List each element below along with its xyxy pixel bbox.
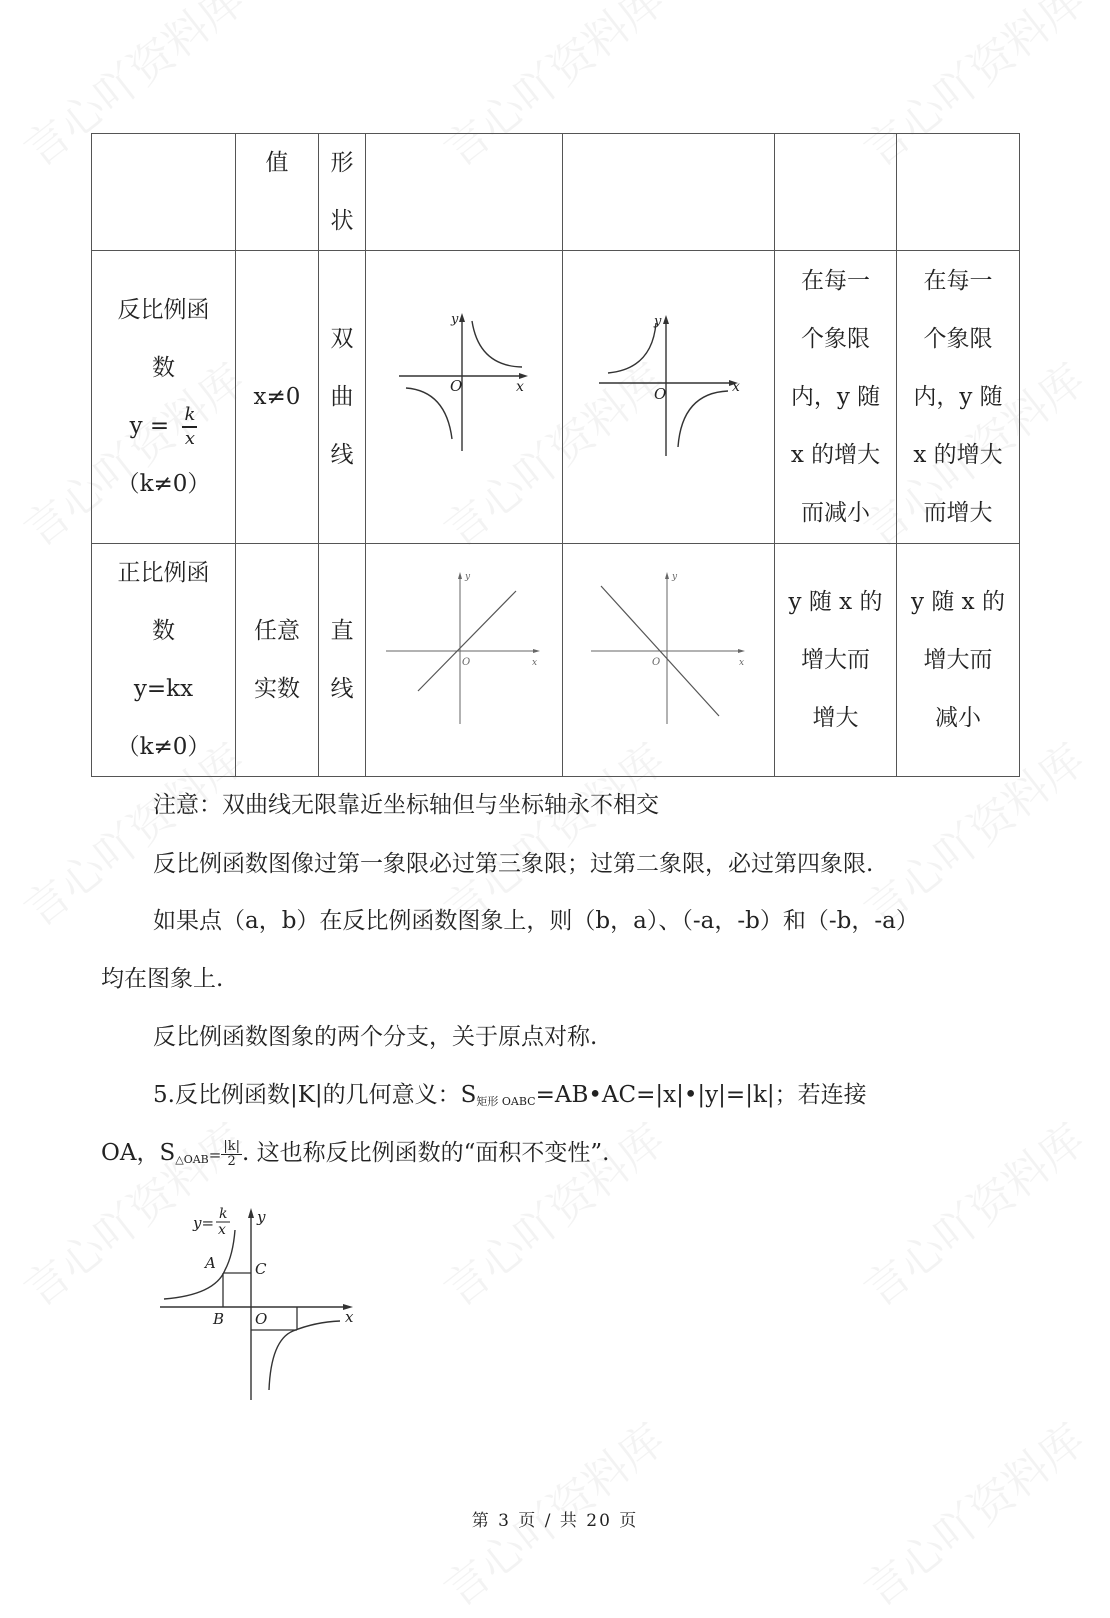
function-name: 数	[152, 355, 175, 381]
y-axis-label: y	[653, 314, 661, 329]
function-label-numerator: k	[219, 1206, 228, 1222]
points-paragraph-line1: 如果点（a，b）在反比例函数图象上，则（b，a）、（-a，-b）和（-b，-a）	[153, 908, 919, 934]
property-line: 增大	[812, 705, 859, 731]
property-line: 内，y 随	[790, 384, 881, 410]
subscript: △OAB	[175, 1153, 209, 1166]
header-cell-graph2	[563, 134, 775, 251]
origin-label: O	[651, 657, 660, 668]
x-axis-label: x	[516, 379, 524, 395]
shape-cell	[319, 544, 366, 777]
hyperbola-graph-k-negative	[594, 311, 744, 461]
domain-cell	[236, 544, 319, 777]
line-graph-k-negative	[589, 569, 749, 729]
symmetry-paragraph: 反比例函数图象的两个分支，关于原点对称.	[153, 1024, 598, 1050]
numerator: |k|	[223, 1139, 240, 1154]
header-label: 形	[330, 150, 354, 176]
y-axis-label: y	[451, 312, 459, 327]
x-axis-label: x	[532, 658, 538, 668]
numerator: k	[182, 406, 197, 428]
function-name-cell	[92, 251, 236, 544]
property-line: 增大而	[801, 647, 870, 673]
x-axis-label: x	[731, 379, 740, 395]
function-name: 正比例函	[117, 560, 210, 586]
header-cell-value	[236, 134, 319, 251]
property-cell-k-negative	[897, 251, 1020, 544]
header-label: 状	[330, 208, 354, 234]
origin-label: O	[450, 377, 463, 395]
x-axis-label: x	[345, 1308, 354, 1326]
function-name: 数	[152, 618, 175, 644]
page-footer: 第 3 页 / 共 20 页	[471, 1511, 639, 1531]
property-line: x 的增大	[790, 442, 881, 468]
point-b-label: B	[213, 1310, 225, 1328]
property-line: 在每一	[801, 268, 870, 294]
area-invariance-paragraph	[101, 1138, 609, 1175]
property-line: 而减小	[801, 500, 870, 526]
domain-text: 实数	[254, 676, 300, 702]
fraction	[182, 406, 197, 448]
function-formula: y=kx	[133, 676, 194, 702]
function-formula	[92, 397, 235, 455]
property-line: 在每一	[923, 268, 993, 294]
header-label: 值	[265, 150, 289, 176]
property-cell-line-k-positive	[775, 544, 897, 777]
graph-cell-k-positive	[366, 251, 563, 544]
shape-cell	[319, 251, 366, 544]
y-axis-label: y	[257, 1208, 266, 1226]
graph-cell-line-k-negative	[563, 544, 775, 777]
points-paragraph-line2: 均在图象上.	[101, 966, 224, 992]
header-cell-name	[92, 134, 236, 251]
graph-cell-k-negative	[563, 251, 775, 544]
header-cell-shape	[319, 134, 366, 251]
area-invariance-figure	[155, 1200, 365, 1400]
property-line: y 随 x 的	[788, 589, 883, 615]
text: OA，S	[101, 1140, 176, 1166]
geometric-meaning-paragraph	[153, 1080, 867, 1117]
property-cell-k-positive	[775, 251, 897, 544]
function-condition: （k≠0）	[116, 471, 211, 497]
function-comparison-table	[91, 133, 1020, 777]
property-line: 减小	[935, 705, 981, 731]
text: =AB•AC=|x|•|y|=|k|；若连接	[535, 1082, 867, 1108]
formula-prefix: y =	[129, 413, 170, 439]
denominator: 2	[227, 1154, 236, 1169]
function-label-denominator: x	[218, 1222, 226, 1238]
table-row-inverse-proportion	[92, 251, 1020, 544]
hyperbola-graph-k-positive	[394, 311, 534, 461]
table-header-row	[92, 134, 1020, 251]
origin-label: O	[462, 657, 471, 668]
property-line: y 随 x 的	[911, 589, 1005, 615]
function-name: 反比例函	[117, 297, 210, 323]
x-axis-label: x	[738, 658, 744, 668]
function-label: y=	[193, 1214, 215, 1232]
property-line: 而增大	[923, 500, 993, 526]
domain-cell: x≠0	[236, 251, 319, 544]
y-axis-label: y	[671, 572, 677, 582]
origin-label: O	[653, 385, 666, 403]
header-cell-prop1	[775, 134, 897, 251]
shape-char: 双	[330, 326, 354, 352]
text: 5.反比例函数|K|的几何意义：S	[153, 1082, 477, 1108]
note-paragraph: 注意：双曲线无限靠近坐标轴但与坐标轴永不相交	[153, 792, 659, 818]
quadrant-paragraph: 反比例函数图像过第一象限必过第三象限；过第二象限，必过第四象限.	[153, 851, 874, 877]
shape-char: 线	[330, 442, 354, 468]
domain-text: 任意	[254, 618, 300, 644]
property-line: 个象限	[923, 326, 993, 352]
text: =	[208, 1146, 222, 1164]
function-condition: （k≠0）	[116, 734, 211, 760]
subscript: 矩形 OABC	[476, 1095, 536, 1108]
point-a-label: A	[205, 1254, 216, 1272]
y-axis-label: y	[465, 572, 471, 582]
header-cell-prop2	[897, 134, 1020, 251]
table-row-direct-proportion	[92, 544, 1020, 777]
property-line: 内，y 随	[913, 384, 1003, 410]
denominator: x	[184, 428, 196, 449]
line-graph-k-positive	[384, 569, 544, 729]
origin-label: O	[255, 1310, 268, 1328]
property-line: 个象限	[801, 326, 870, 352]
function-name-cell	[92, 544, 236, 777]
property-line: 增大而	[923, 647, 993, 673]
graph-cell-line-k-positive	[366, 544, 563, 777]
property-cell-line-k-negative	[897, 544, 1020, 777]
property-line: x 的增大	[913, 442, 1003, 468]
fraction	[221, 1140, 242, 1168]
header-cell-graph1	[366, 134, 563, 251]
shape-char: 线	[330, 676, 354, 702]
shape-char: 曲	[330, 384, 354, 410]
watermark	[848, 1106, 1095, 1319]
point-c-label: C	[255, 1260, 267, 1278]
shape-char: 直	[330, 618, 354, 644]
text: . 这也称反比例函数的“面积不变性”.	[241, 1140, 610, 1166]
